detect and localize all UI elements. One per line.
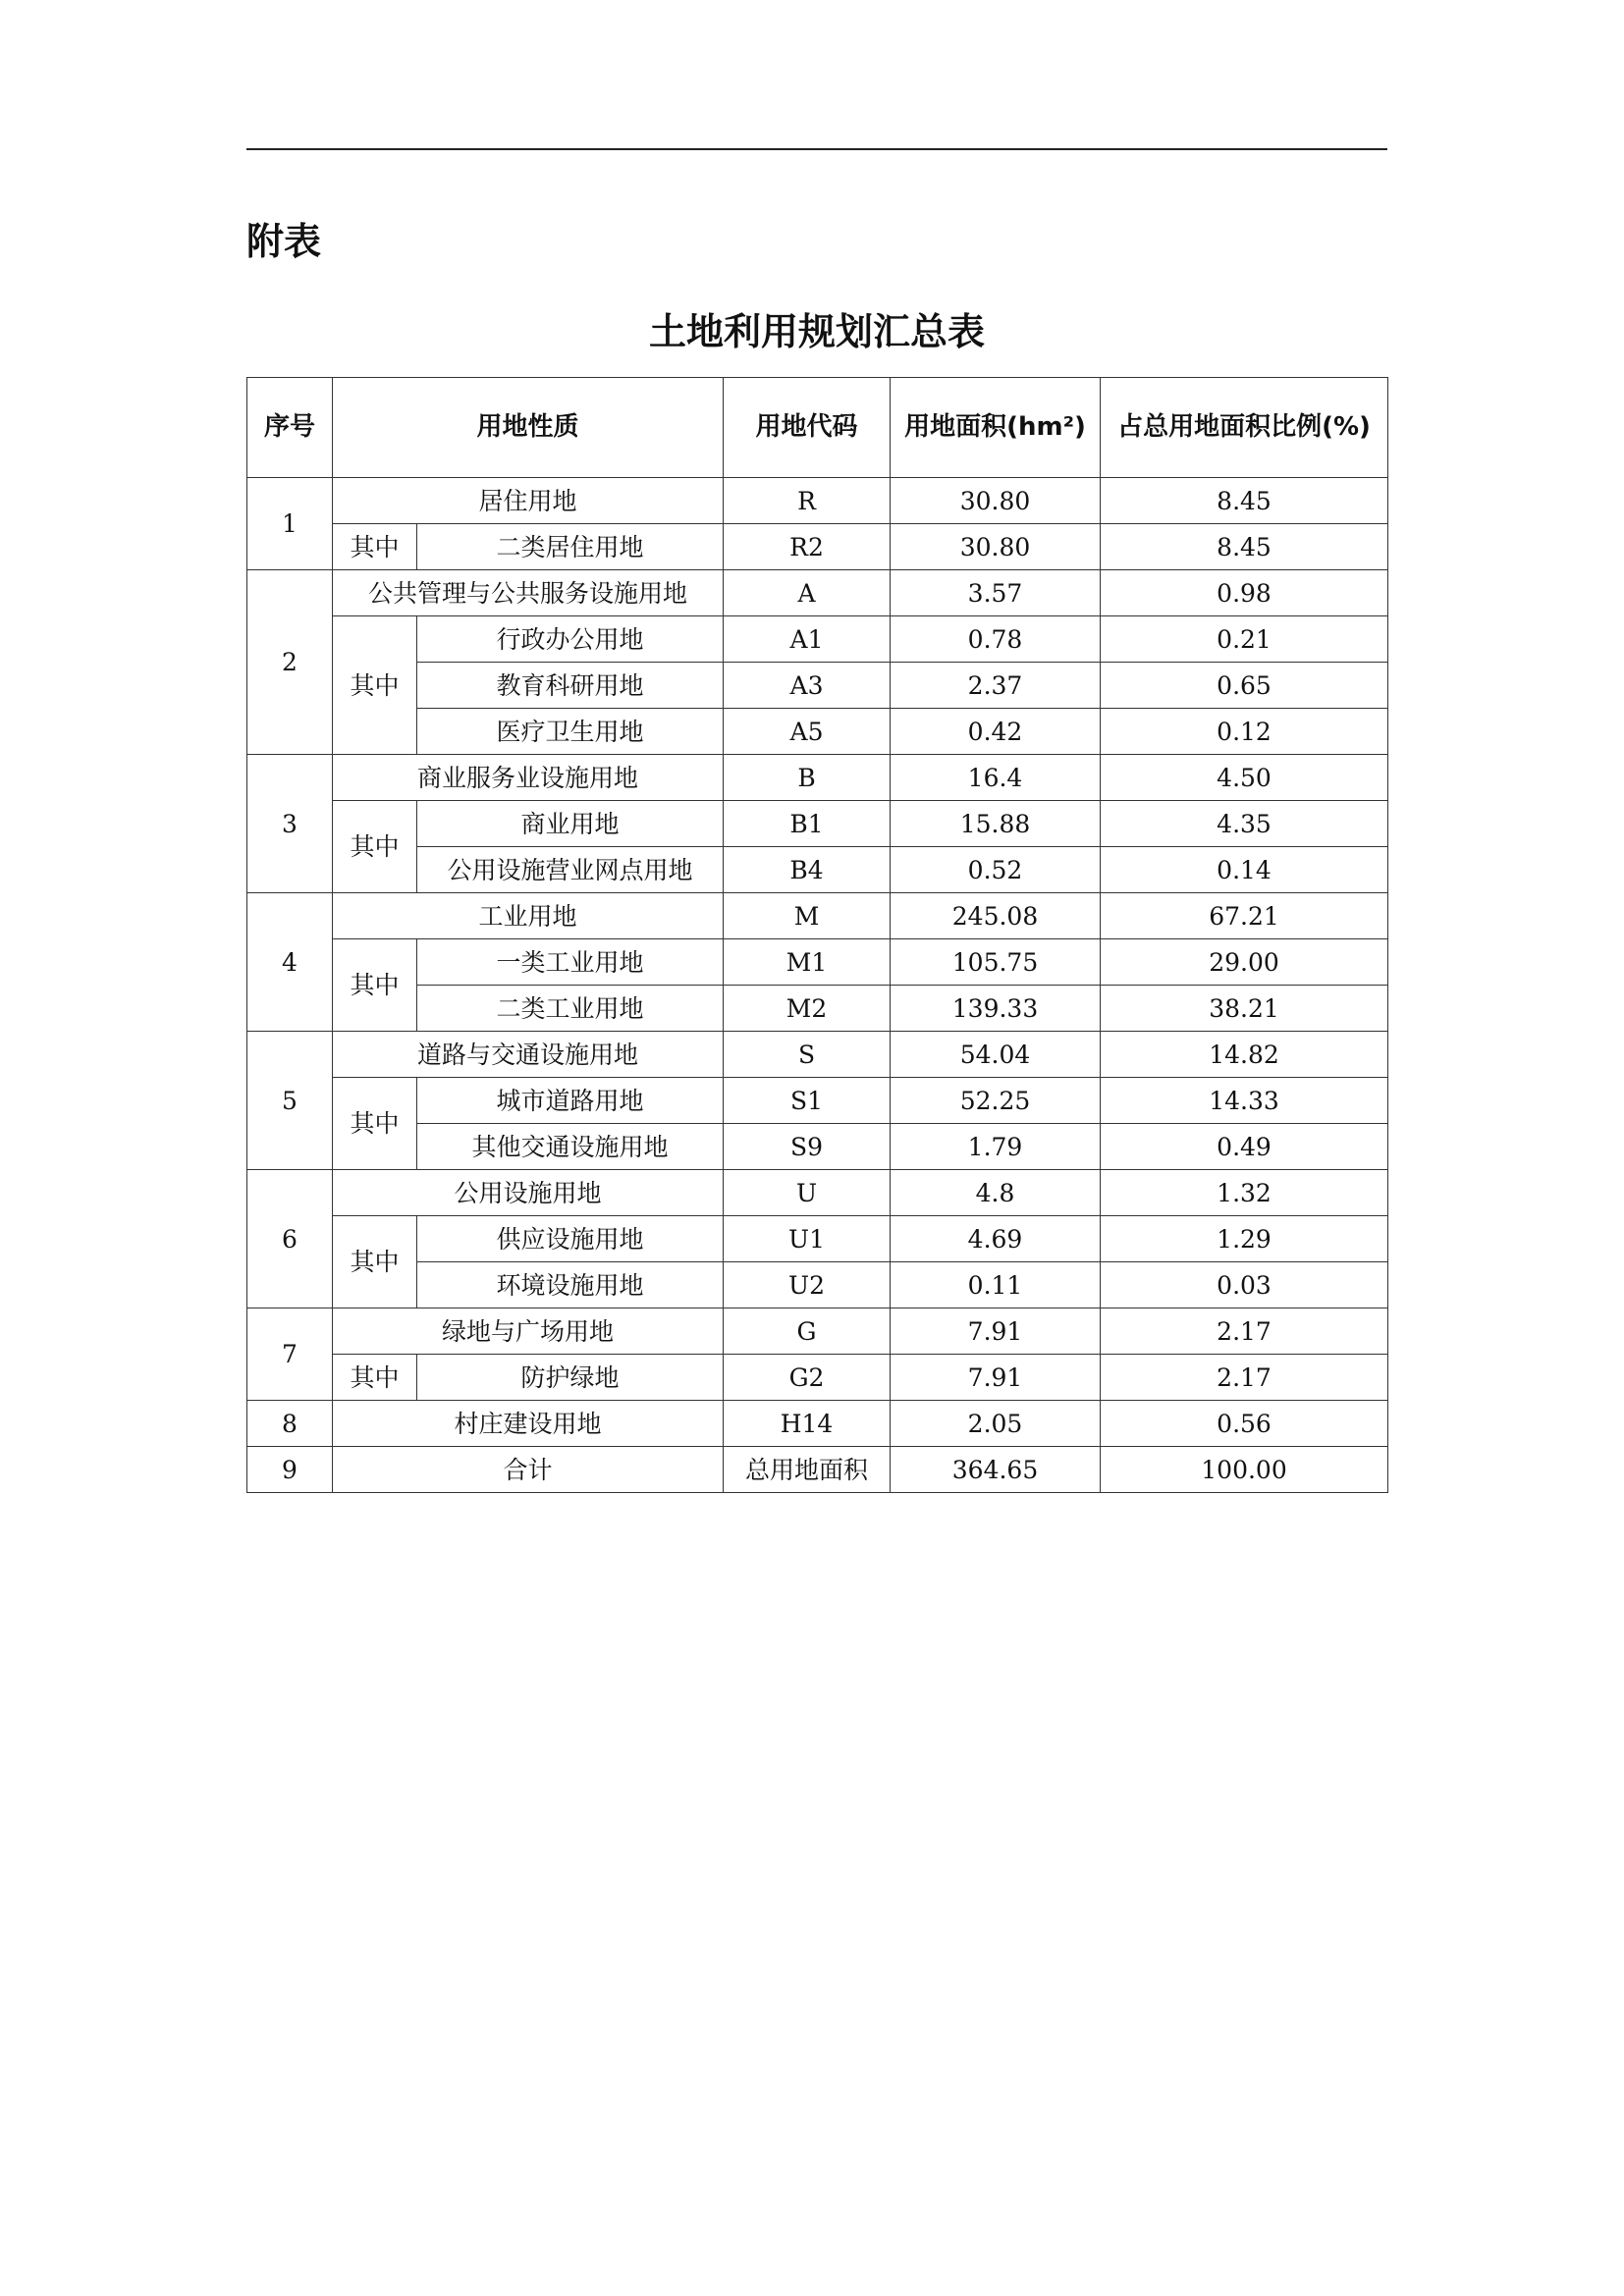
serial-number-cell: 8 <box>247 1401 333 1447</box>
land-code-cell: S <box>724 1032 891 1078</box>
serial-number-cell: 9 <box>247 1447 333 1493</box>
sub-area-cell: 2.37 <box>891 663 1101 709</box>
table-row <box>247 570 1388 616</box>
sub-land-code-cell: A5 <box>724 709 891 755</box>
area-cell: 364.65 <box>891 1447 1101 1493</box>
table-subrow <box>247 1124 1388 1170</box>
table-subrow <box>247 616 1388 663</box>
land-type-cell: 合计 <box>333 1447 724 1493</box>
ratio-cell: 14.82 <box>1101 1032 1388 1078</box>
area-cell: 2.05 <box>891 1401 1101 1447</box>
table-row <box>247 1308 1388 1355</box>
sub-category-label-cell: 其中 <box>333 1216 417 1308</box>
sub-land-code-cell: U1 <box>724 1216 891 1262</box>
sub-ratio-cell: 0.14 <box>1101 847 1388 893</box>
table-subrow <box>247 524 1388 570</box>
sub-land-code-cell: R2 <box>724 524 891 570</box>
sub-land-type-cell: 环境设施用地 <box>417 1262 724 1308</box>
ratio-cell: 4.50 <box>1101 755 1388 801</box>
sub-land-type-cell: 供应设施用地 <box>417 1216 724 1262</box>
land-code-cell: G <box>724 1308 891 1355</box>
ratio-cell: 100.00 <box>1101 1447 1388 1493</box>
table-header-row <box>247 378 1388 478</box>
column-header-land-type: 用地性质 <box>333 378 724 478</box>
sub-land-type-cell: 行政办公用地 <box>417 616 724 663</box>
sub-area-cell: 15.88 <box>891 801 1101 847</box>
sub-ratio-cell: 8.45 <box>1101 524 1388 570</box>
land-type-cell: 居住用地 <box>333 478 724 524</box>
serial-number-cell: 2 <box>247 570 333 755</box>
sub-area-cell: 30.80 <box>891 524 1101 570</box>
sub-area-cell: 4.69 <box>891 1216 1101 1262</box>
area-cell: 3.57 <box>891 570 1101 616</box>
sub-category-label-cell: 其中 <box>333 1078 417 1170</box>
sub-area-cell: 139.33 <box>891 986 1101 1032</box>
land-use-summary-table <box>246 377 1388 1493</box>
sub-land-type-cell: 商业用地 <box>417 801 724 847</box>
table-subrow <box>247 1216 1388 1262</box>
sub-land-type-cell: 医疗卫生用地 <box>417 709 724 755</box>
sub-ratio-cell: 0.65 <box>1101 663 1388 709</box>
table-row <box>247 1401 1388 1447</box>
sub-land-code-cell: A3 <box>724 663 891 709</box>
table-subrow <box>247 709 1388 755</box>
table-row <box>247 1170 1388 1216</box>
sub-area-cell: 105.75 <box>891 939 1101 986</box>
serial-number-cell: 5 <box>247 1032 333 1170</box>
ratio-cell: 1.32 <box>1101 1170 1388 1216</box>
ratio-cell: 67.21 <box>1101 893 1388 939</box>
land-type-cell: 道路与交通设施用地 <box>333 1032 724 1078</box>
land-code-cell: B <box>724 755 891 801</box>
table-row <box>247 1447 1388 1493</box>
sub-land-type-cell: 城市道路用地 <box>417 1078 724 1124</box>
sub-land-type-cell: 二类工业用地 <box>417 986 724 1032</box>
sub-land-type-cell: 其他交通设施用地 <box>417 1124 724 1170</box>
table-subrow <box>247 663 1388 709</box>
sub-land-code-cell: B1 <box>724 801 891 847</box>
sub-ratio-cell: 14.33 <box>1101 1078 1388 1124</box>
area-cell: 245.08 <box>891 893 1101 939</box>
sub-category-label-cell: 其中 <box>333 524 417 570</box>
sub-land-type-cell: 二类居住用地 <box>417 524 724 570</box>
sub-area-cell: 1.79 <box>891 1124 1101 1170</box>
land-code-cell: U <box>724 1170 891 1216</box>
sub-ratio-cell: 29.00 <box>1101 939 1388 986</box>
table-body <box>247 478 1388 1493</box>
land-type-cell: 工业用地 <box>333 893 724 939</box>
land-code-cell: M <box>724 893 891 939</box>
sub-ratio-cell: 0.49 <box>1101 1124 1388 1170</box>
sub-ratio-cell: 38.21 <box>1101 986 1388 1032</box>
column-header-land-code: 用地代码 <box>724 378 891 478</box>
sub-ratio-cell: 0.03 <box>1101 1262 1388 1308</box>
land-code-cell: R <box>724 478 891 524</box>
sub-ratio-cell: 0.12 <box>1101 709 1388 755</box>
appendix-heading: 附表 <box>246 220 322 263</box>
serial-number-cell: 3 <box>247 755 333 893</box>
sub-land-type-cell: 防护绿地 <box>417 1355 724 1401</box>
land-code-cell: 总用地面积 <box>724 1447 891 1493</box>
area-cell: 4.8 <box>891 1170 1101 1216</box>
land-type-cell: 绿地与广场用地 <box>333 1308 724 1355</box>
sub-ratio-cell: 4.35 <box>1101 801 1388 847</box>
sub-category-label-cell: 其中 <box>333 801 417 893</box>
sub-category-label-cell: 其中 <box>333 1355 417 1401</box>
ratio-cell: 0.98 <box>1101 570 1388 616</box>
sub-land-type-cell: 公用设施营业网点用地 <box>417 847 724 893</box>
sub-land-code-cell: G2 <box>724 1355 891 1401</box>
land-type-cell: 公共管理与公共服务设施用地 <box>333 570 724 616</box>
land-type-cell: 村庄建设用地 <box>333 1401 724 1447</box>
sub-area-cell: 0.78 <box>891 616 1101 663</box>
sub-land-code-cell: A1 <box>724 616 891 663</box>
sub-area-cell: 0.11 <box>891 1262 1101 1308</box>
sub-land-code-cell: S1 <box>724 1078 891 1124</box>
sub-area-cell: 7.91 <box>891 1355 1101 1401</box>
sub-area-cell: 52.25 <box>891 1078 1101 1124</box>
column-header-ratio: 占总用地面积比例(%) <box>1101 378 1388 478</box>
sub-ratio-cell: 1.29 <box>1101 1216 1388 1262</box>
table-subrow <box>247 847 1388 893</box>
sub-area-cell: 0.42 <box>891 709 1101 755</box>
table-row <box>247 893 1388 939</box>
ratio-cell: 8.45 <box>1101 478 1388 524</box>
serial-number-cell: 4 <box>247 893 333 1032</box>
serial-number-cell: 7 <box>247 1308 333 1401</box>
sub-land-code-cell: S9 <box>724 1124 891 1170</box>
table-subrow <box>247 801 1388 847</box>
table-subrow <box>247 1355 1388 1401</box>
header-rule <box>246 148 1387 150</box>
area-cell: 7.91 <box>891 1308 1101 1355</box>
sub-land-code-cell: U2 <box>724 1262 891 1308</box>
area-cell: 30.80 <box>891 478 1101 524</box>
table-row <box>247 755 1388 801</box>
table-subrow <box>247 939 1388 986</box>
land-type-cell: 商业服务业设施用地 <box>333 755 724 801</box>
serial-number-cell: 1 <box>247 478 333 570</box>
table-title: 土地利用规划汇总表 <box>648 310 985 353</box>
sub-land-code-cell: M1 <box>724 939 891 986</box>
ratio-cell: 0.56 <box>1101 1401 1388 1447</box>
column-header-area: 用地面积(hm²) <box>891 378 1101 478</box>
table-subrow <box>247 1078 1388 1124</box>
table-subrow <box>247 1262 1388 1308</box>
sub-land-type-cell: 教育科研用地 <box>417 663 724 709</box>
sub-land-code-cell: B4 <box>724 847 891 893</box>
sub-category-label-cell: 其中 <box>333 939 417 1032</box>
ratio-cell: 2.17 <box>1101 1308 1388 1355</box>
table-row <box>247 478 1388 524</box>
sub-category-label-cell: 其中 <box>333 616 417 755</box>
table-row <box>247 1032 1388 1078</box>
land-code-cell: A <box>724 570 891 616</box>
serial-number-cell: 6 <box>247 1170 333 1308</box>
sub-land-code-cell: M2 <box>724 986 891 1032</box>
sub-area-cell: 0.52 <box>891 847 1101 893</box>
area-cell: 16.4 <box>891 755 1101 801</box>
sub-land-type-cell: 一类工业用地 <box>417 939 724 986</box>
sub-ratio-cell: 0.21 <box>1101 616 1388 663</box>
area-cell: 54.04 <box>891 1032 1101 1078</box>
sub-ratio-cell: 2.17 <box>1101 1355 1388 1401</box>
table-subrow <box>247 986 1388 1032</box>
column-header-serial: 序号 <box>247 378 333 478</box>
land-code-cell: H14 <box>724 1401 891 1447</box>
land-type-cell: 公用设施用地 <box>333 1170 724 1216</box>
